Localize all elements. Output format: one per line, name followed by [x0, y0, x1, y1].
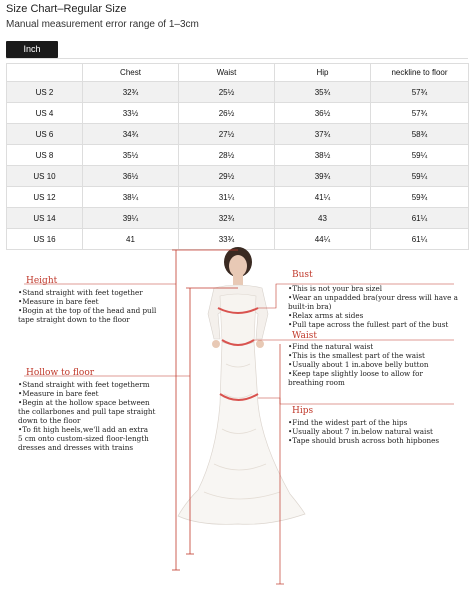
table-cell: 59¼ [371, 166, 469, 187]
table-cell: 33¾ [179, 229, 275, 250]
table-header-cell: Waist [179, 64, 275, 82]
height-title: Height [26, 276, 58, 286]
table-row [7, 124, 469, 145]
table-cell: 58¾ [371, 124, 469, 145]
table-cell: 57¾ [371, 82, 469, 103]
table-cell: 57¾ [371, 103, 469, 124]
table-cell: 34¾ [83, 124, 179, 145]
table-cell: 59¼ [371, 145, 469, 166]
table-cell: 35¾ [275, 82, 371, 103]
table-header-cell: Hip [275, 64, 371, 82]
list-item: •To fit high heels,we'll add an extra [18, 425, 149, 434]
table-header-row [7, 64, 469, 82]
list-item: •Bogin at the top of the head and pull [18, 306, 157, 315]
waist-title: Waist [292, 331, 317, 341]
table-header-cell [7, 64, 83, 82]
list-item: •Measure in bare feet [18, 297, 99, 306]
table-cell: 36½ [275, 103, 371, 124]
table-cell: 35½ [83, 145, 179, 166]
page-subtitle: Manual measurement error range of 1–3cm [6, 19, 199, 30]
table-cell: 39¼ [83, 208, 179, 229]
list-item: •Tape should brush across both hipbones [288, 436, 440, 445]
measurement-diagram [0, 244, 474, 592]
list-item: •Measure in bare feet [18, 389, 99, 398]
list-item: 5 cm onto custom-sized floor-length [18, 434, 149, 443]
size-label: US 12 [7, 187, 83, 208]
size-label: US 2 [7, 82, 83, 103]
table-cell: 32¾ [179, 208, 275, 229]
table-cell: 59¾ [371, 187, 469, 208]
list-item: •Pull tape across the fullest part of the bust [288, 320, 449, 329]
size-label: US 4 [7, 103, 83, 124]
table-cell: 29½ [179, 166, 275, 187]
table-row [7, 145, 469, 166]
table-row [7, 208, 469, 229]
table-cell: 61¼ [371, 229, 469, 250]
size-label: US 8 [7, 145, 83, 166]
list-item: •Find the widest part of the hips [288, 418, 408, 427]
table-cell: 38¼ [83, 187, 179, 208]
size-table [6, 63, 469, 250]
unit-tab-inch[interactable]: Inch [6, 41, 58, 58]
table-cell: 33½ [83, 103, 179, 124]
size-label: US 10 [7, 166, 83, 187]
list-item: •Usually about 1 in.above belly button [288, 360, 429, 369]
list-item: dresses and dresses with trains [18, 443, 134, 452]
table-cell: 38½ [275, 145, 371, 166]
table-cell: 26½ [179, 103, 275, 124]
table-cell: 32¾ [83, 82, 179, 103]
list-item: •Wear an unpadded bra(your dress will have a [288, 293, 458, 302]
table-cell: 36½ [83, 166, 179, 187]
size-label: US 6 [7, 124, 83, 145]
table-cell: 27½ [179, 124, 275, 145]
list-item: •Keep tape slightly loose to allow for [288, 369, 423, 378]
list-item: •Find the natural waist [288, 342, 374, 351]
list-item: built-in bra) [288, 302, 332, 311]
table-cell: 41¼ [275, 187, 371, 208]
table-cell: 28½ [179, 145, 275, 166]
table-cell: 61¼ [371, 208, 469, 229]
model-figure [178, 247, 305, 524]
list-item: breathing room [288, 378, 345, 387]
list-item: •Stand straight with feet togetherm [18, 380, 150, 389]
hollow-title: Hollow to floor [26, 368, 95, 378]
table-cell: 44¼ [275, 229, 371, 250]
list-item: •Begin at the hollow space between [18, 398, 150, 407]
hips-title: Hips [292, 406, 314, 416]
hollow-instructions [18, 380, 155, 452]
table-cell: 39¾ [275, 166, 371, 187]
table-header-cell: neckline to floor [371, 64, 469, 82]
table-header-cell: Chest [83, 64, 179, 82]
list-item: •Relax arms at sides [288, 311, 364, 320]
bust-title: Bust [292, 270, 313, 280]
length-bracket [276, 344, 284, 584]
list-item: •This is not your bra sizel [288, 284, 383, 293]
table-cell: 41 [83, 229, 179, 250]
table-row [7, 187, 469, 208]
list-item: •This is the smallest part of the waist [288, 351, 425, 360]
list-item: •Stand straight with feet together [18, 288, 143, 297]
unit-tab-underline [6, 58, 468, 59]
table-cell: 31¼ [179, 187, 275, 208]
list-item: tape straight down to the floor [18, 315, 130, 324]
table-cell: 43 [275, 208, 371, 229]
height-instructions [18, 288, 156, 324]
table-cell: 25½ [179, 82, 275, 103]
list-item: down to the floor [18, 416, 81, 425]
list-item: •Usually about 7 in.below natural waist [288, 427, 433, 436]
waist-instructions [288, 342, 429, 387]
size-label: US 16 [7, 229, 83, 250]
list-item: the collarbones and pull tape straight [18, 407, 156, 416]
table-row [7, 166, 469, 187]
table-row [7, 103, 469, 124]
table-cell: 37¾ [275, 124, 371, 145]
hips-instructions [288, 418, 439, 445]
size-label: US 14 [7, 208, 83, 229]
table-row [7, 82, 469, 103]
hips-leader [258, 398, 454, 404]
bust-instructions [288, 284, 458, 329]
page-title: Size Chart–Regular Size [6, 3, 127, 15]
